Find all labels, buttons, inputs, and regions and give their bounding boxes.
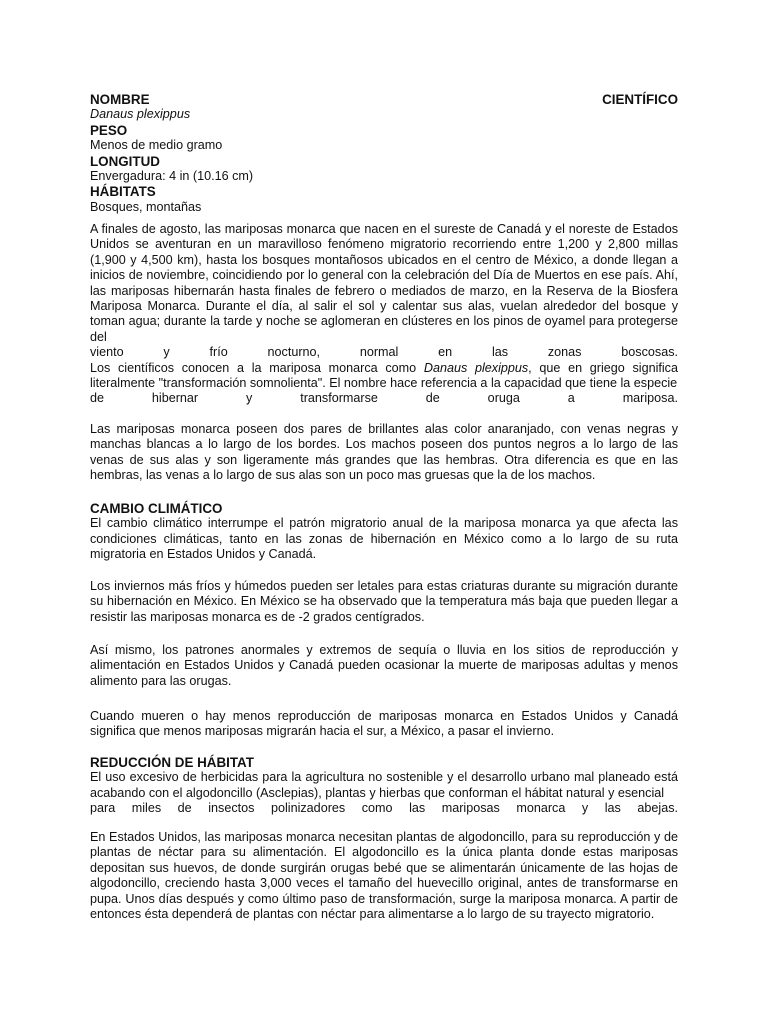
description-section xyxy=(90,422,678,484)
nombre-label: NOMBRE xyxy=(90,92,150,107)
peso-value: Menos de medio gramo xyxy=(90,138,223,153)
climate-paragraph-4-block xyxy=(90,709,678,740)
intro-paragraph-1-last-line: viento y frío nocturno, normal en las zonas boscosas. xyxy=(90,345,678,360)
habitat-paragraph-2: En Estados Unidos, las mariposas monarca necesitan plantas de algodoncillo, para su reproducción y de plantas de néctar para su alimentación. El algodoncillo es la única planta donde estas mariposas depositan sus huevos, de donde surgirán orugas bebé que se alimentarán únicamente de las hojas de algodoncillo, creciendo hasta 3,000 veces el tamaño del huevecillo original, antes de transformarse en pupa. Unos días después y como último paso de transformación, surge la mariposa monarca. A partir de entonces ésta dependerá de plantas con néctar para alimentarse a lo largo de su trayecto migratorio. xyxy=(90,830,678,922)
scientific-name: Danaus plexippus xyxy=(90,107,191,122)
climate-paragraph-3: Así mismo, los patrones anormales y extremos de sequía o lluvia en los sitios de reproducción y alimentación en Estados Unidos y Canadá pueden ocasionar la muerte de mariposas adultas y menos alimento para las orugas. xyxy=(90,643,678,688)
intro-paragraph-2-start: Los científicos conocen a la mariposa monarca como xyxy=(90,360,424,375)
intro-paragraph-1: A finales de agosto, las mariposas monarca que nacen en el sureste de Canadá y el noreste de Estados Unidos se aventuran en un maravilloso fenómeno migratorio recorriendo entre 1,200 y 2,800 millas (1,900 y 4,500 km), hasta los bosques montañosos ubicados en el centro de México, a donde llegan a inicios de noviembre, coincidiendo por lo general con la celebración del Día de Muertos en ese país. Ahí, las mariposas hibernarán hasta finales de febrero o mediados de marzo, en la Reserva de la Biosfera Mariposa Monarca. Durante el día, al salir el sol y calentar sus alas, vuelan alrededor del bosque y toman agua; durante la tarde y noche se aglomeran en clústeres en los pinos de oyamel para protegerse del xyxy=(90,222,678,344)
habitat-reduction-heading: REDUCCIÓN DE HÁBITAT xyxy=(90,755,254,770)
habitat-reduction-section xyxy=(90,755,678,817)
intro-paragraph-2-last-line: de hibernar y transformarse de oruga a mariposa. xyxy=(90,391,678,406)
intro-paragraph-2 xyxy=(90,361,678,392)
habitats-value: Bosques, montañas xyxy=(90,199,202,214)
climate-paragraph-2: Los inviernos más fríos y húmedos pueden ser letales para estas criaturas durante su migración durante su hibernación en México. En México se ha observado que la temperatura más baja que pueden llegar a resistir las mariposas monarca es de -2 grados centígrados. xyxy=(90,579,678,624)
longitud-value: Envergadura: 4 in (10.16 cm) xyxy=(90,169,254,184)
species-fact-header xyxy=(90,92,678,215)
intro-scientific-name: Danaus plexippus xyxy=(423,360,529,375)
peso-label: PESO xyxy=(90,122,128,138)
climate-change-section xyxy=(90,501,678,563)
climate-paragraph-3-block xyxy=(90,643,678,689)
name-title-row xyxy=(90,92,678,107)
habitat-paragraph-1-last-line: para miles de insectos polinizadores como las mariposas monarca y las abejas. xyxy=(90,801,678,816)
habitat-paragraph-1: El uso excesivo de herbicidas para la agricultura no sostenible y el desarrollo urbano mal planeado está acabando con el algodoncillo (Asclepias), plantas y hierbas que conforman el hábitat natural y esencial xyxy=(90,770,678,800)
intro-paragraph-2-rest: , que en griego significa literalmente "transformación somnolienta". El nombre hace referencia a la capacidad que tiene la especie xyxy=(90,360,678,391)
climate-paragraph-4: Cuando mueren o hay menos reproducción de mariposas monarca en Estados Unidos y Canadá significa que menos mariposas migrarán hacia el sur, a México, a pasar el invierno. xyxy=(90,709,678,739)
description-paragraph: Las mariposas monarca poseen dos pares de brillantes alas color anaranjado, con venas negras y manchas blancas a lo largo de los bordes. Los machos poseen dos puntos negros a lo largo de las venas de sus alas y son ligeramente más grandes que las hembras. Otra diferencia es que en las hembras, las venas a lo largo de sus alas son un poco mas gruesas que la de los machos. xyxy=(90,422,678,483)
climate-change-heading: CAMBIO CLIMÁTICO xyxy=(90,501,223,516)
climate-paragraph-1: El cambio climático interrumpe el patrón migratorio anual de la mariposa monarca ya que afecta las condiciones climáticas, tanto en las zonas de hibernación en México como a lo largo de su ruta migratoria en Estados Unidos y Canadá. xyxy=(90,516,678,562)
habitats-label: HÁBITATS xyxy=(90,184,156,200)
cientifico-label: CIENTÍFICO xyxy=(602,92,678,107)
longitud-label: LONGITUD xyxy=(90,153,160,169)
intro-section xyxy=(90,222,678,407)
climate-paragraph-2-block xyxy=(90,579,678,625)
habitat-paragraph-2-block xyxy=(90,830,678,922)
